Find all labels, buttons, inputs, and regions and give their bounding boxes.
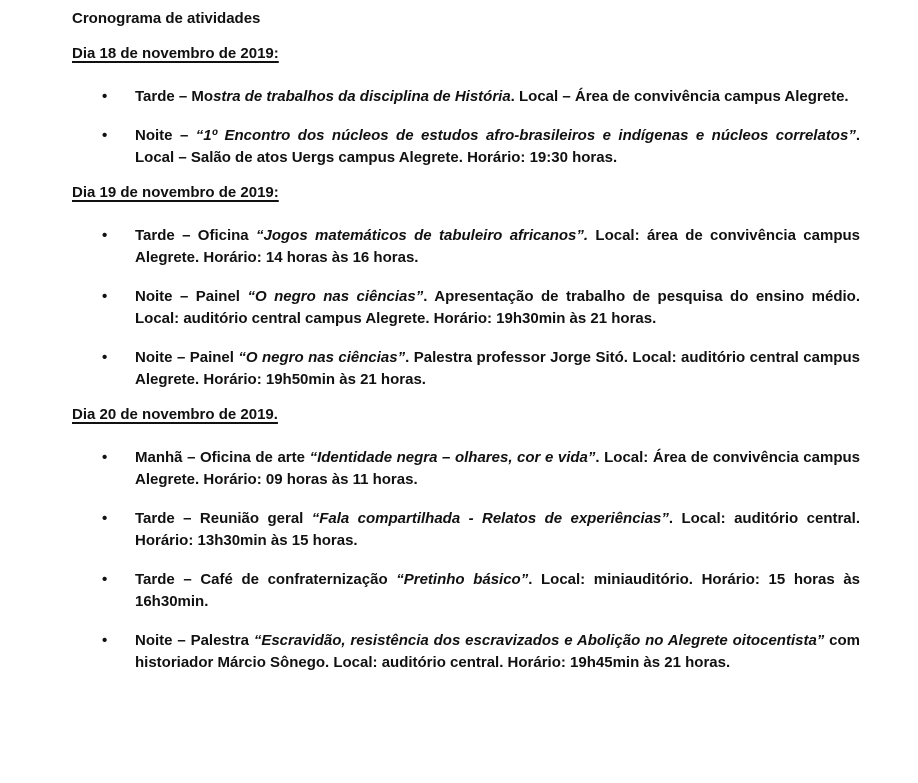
item-list xyxy=(72,86,860,169)
text-segment: “Pretinho básico” xyxy=(396,571,529,588)
bullet-icon: • xyxy=(102,632,108,649)
bullet-icon: • xyxy=(102,449,108,466)
text-segment: “Fala compartilhada - Relatos de experiências” xyxy=(311,510,669,527)
item-list xyxy=(72,447,860,674)
item-text xyxy=(135,227,860,266)
text-segment: . Local: Área de convivência campus Alegrete. Horário: 09 horas às 11 horas. xyxy=(135,449,860,488)
schedule-item xyxy=(102,447,860,491)
schedule-item xyxy=(102,569,860,613)
bullet-icon: • xyxy=(102,288,108,305)
text-segment: Noite – Palestra xyxy=(135,632,254,649)
section-heading: Dia 19 de novembro de 2019: xyxy=(72,184,279,201)
text-segment: . Local: miniauditório. Horário: 15 horas às 16h30min. xyxy=(135,571,860,610)
item-text xyxy=(135,449,860,488)
bullet-icon: • xyxy=(102,571,108,588)
text-segment: Tarde – Café de confraternização xyxy=(135,571,397,588)
item-text xyxy=(135,510,860,549)
schedule-section xyxy=(72,404,860,674)
text-segment: “Jogos matemáticos de tabuleiro africanos”. xyxy=(256,227,589,244)
text-segment: “O negro nas ciências” xyxy=(247,288,424,305)
schedule-item xyxy=(102,286,860,330)
text-segment: . Apresentação de trabalho de pesquisa do ensino médio. Local: auditório central campus Alegrete. Horário: 19h30min às 21 horas. xyxy=(135,288,860,327)
text-segment: “Escravidão, resistência dos escravizados e Abolição no Alegrete oitocentista” xyxy=(253,632,825,649)
bullet-icon: • xyxy=(102,127,108,144)
schedule-item xyxy=(102,347,860,391)
text-segment: Manhã – Oficina de arte xyxy=(135,449,310,466)
text-segment: Local: área de convivência campus Alegrete. Horário: 14 horas às 16 horas. xyxy=(135,227,860,266)
schedule-item xyxy=(102,125,860,169)
schedule-section xyxy=(72,43,860,169)
item-text xyxy=(135,88,849,105)
text-segment: “1º Encontro dos núcleos de estudos afro-brasileiros e indígenas e núcleos correlatos” xyxy=(195,127,856,144)
text-segment: Tarde – Oficina xyxy=(135,227,257,244)
bullet-icon: • xyxy=(102,349,108,366)
text-segment: Noite – Painel xyxy=(135,288,248,305)
text-segment: . Local – Salão de atos Uergs campus Alegrete. Horário: 19:30 horas. xyxy=(135,127,860,166)
bullet-icon: • xyxy=(102,510,108,527)
item-list xyxy=(72,225,860,391)
sections-container xyxy=(72,43,860,674)
schedule-item xyxy=(102,86,860,108)
text-segment: Tarde – Reunião geral xyxy=(135,510,312,527)
text-segment: “Identidade negra – olhares, cor e vida” xyxy=(309,449,596,466)
text-segment: . Palestra professor Jorge Sitó. Local: auditório central campus Alegrete. Horário: 19h50min às 21 horas. xyxy=(135,349,860,388)
item-text xyxy=(135,632,860,671)
schedule-section xyxy=(72,182,860,391)
text-segment: com historiador Márcio Sônego. Local: auditório central. Horário: 19h45min às 21 horas. xyxy=(135,632,861,671)
page-title: Cronograma de atividades xyxy=(72,10,261,27)
text-segment: stra de trabalhos da disciplina de História xyxy=(213,88,511,105)
schedule-item xyxy=(102,630,861,674)
bullet-icon: • xyxy=(102,227,108,244)
text-segment: Noite – xyxy=(135,127,196,144)
item-text xyxy=(135,288,860,327)
bullet-icon: • xyxy=(102,88,108,105)
item-text xyxy=(135,571,860,610)
text-segment: Tarde – Mo xyxy=(135,88,214,105)
text-segment: Noite – Painel xyxy=(135,349,239,366)
text-segment: . Local – Área de convivência campus Alegrete. xyxy=(510,88,849,105)
text-segment: . Local: auditório central. Horário: 13h30min às 15 horas. xyxy=(135,510,860,549)
schedule-item xyxy=(102,225,860,269)
section-heading: Dia 20 de novembro de 2019. xyxy=(72,406,278,423)
item-text xyxy=(135,127,860,166)
schedule-item xyxy=(102,508,860,552)
text-segment: “O negro nas ciências” xyxy=(238,349,406,366)
section-heading: Dia 18 de novembro de 2019: xyxy=(72,45,279,62)
item-text xyxy=(135,349,860,388)
